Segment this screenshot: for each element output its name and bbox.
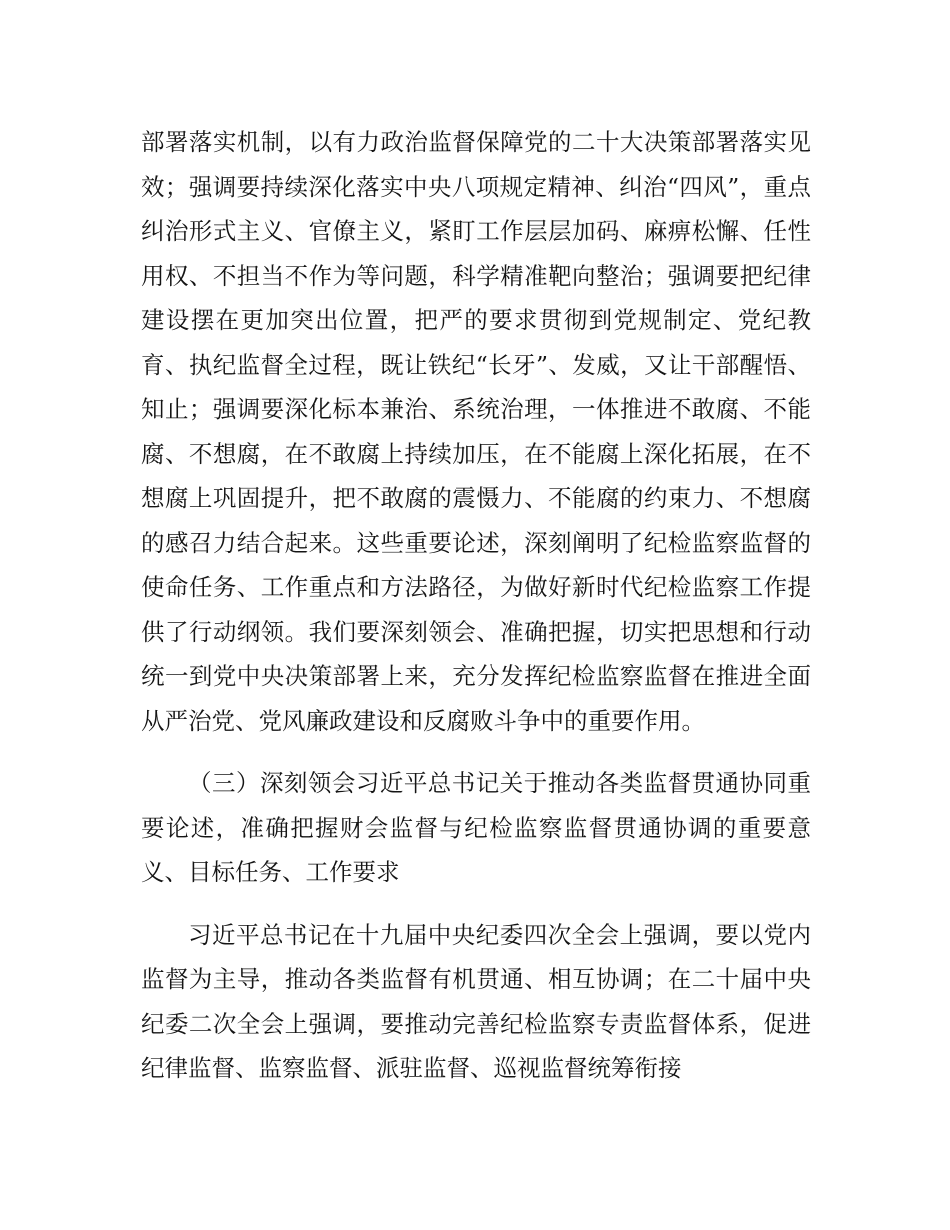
section-heading: （三）深刻领会习近平总书记关于推动各类监督贯通协同重要论述，准确把握财会监督与纪检监察监督贯通协调的重要意义、目标任务、工作要求	[141, 769, 811, 886]
paragraph-body: 习近平总书记在十九届中央纪委四次全会上强调，要以党内监督为主导，推动各类监督有机贯通、相互协调；在二十届中央纪委二次全会上强调，要推动完善纪检监察专责监督体系，促进纪律监督、监察监督、派驻监督、巡视监督统筹衔接	[141, 920, 811, 1082]
document-body	[141, 120, 811, 1091]
paragraph-continued: 部署落实机制，以有力政治监督保障党的二十大决策部署落实见效；强调要持续深化落实中央八项规定精神、纠治“四风”，重点纠治形式主义、官僚主义，紧盯工作层层加码、麻痹松懈、任性用权、不担当不作为等问题，科学精准靶向整治；强调要把纪律建设摆在更加突出位置，把严的要求贯彻到党规制定、党纪教育、执纪监督全过程，既让铁纪“长牙”、发威，又让干部醒悟、知止；强调要深化标本兼治、系统治理，一体推进不敢腐、不能腐、不想腐，在不敢腐上持续加压，在不能腐上深化拓展，在不想腐上巩固提升，把不敢腐的震慑力、不能腐的约束力、不想腐的感召力结合起来。这些重要论述，深刻阐明了纪检监察监督的使命任务、工作重点和方法路径，为做好新时代纪检监察工作提供了行动纲领。我们要深刻领会、准确把握，切实把思想和行动统一到党中央决策部署上来，充分发挥纪检监察监督在推进全面从严治党、党风廉政建设和反腐败斗争中的重要作用。	[141, 128, 811, 735]
